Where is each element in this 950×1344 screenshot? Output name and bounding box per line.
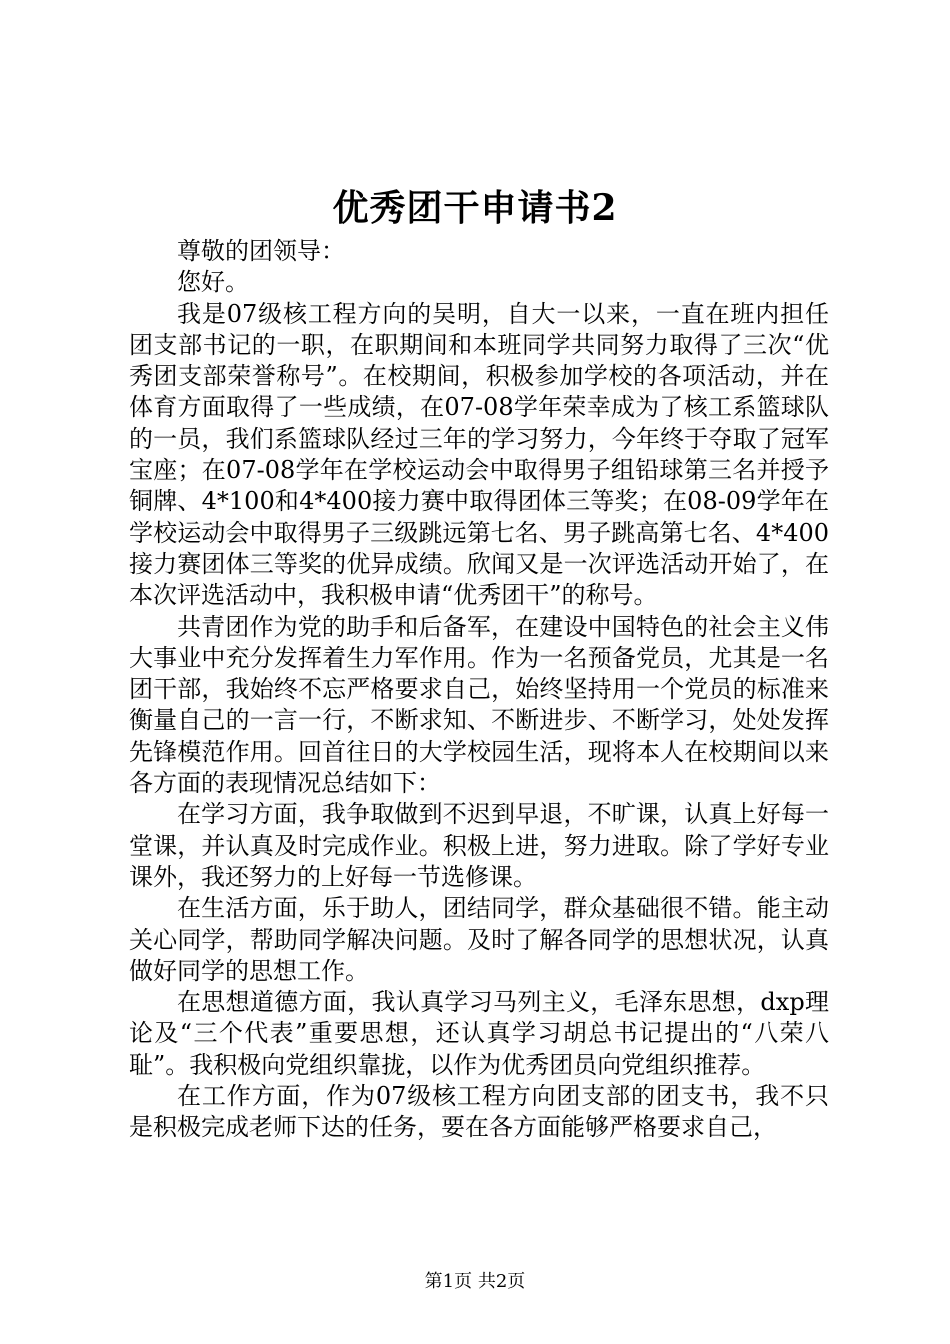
paragraph-work: 在工作方面，作为07级核工程方向团支部的团支书，我不只是积极完成老师下达的任务，要在各方面能够严格要求自己， — [129, 1082, 829, 1142]
paragraph-life: 在生活方面，乐于助人，团结同学，群众基础很不错。能主动关心同学，帮助同学解决问题。及时了解各同学的思想状况，认真做好同学的思想工作。 — [129, 894, 829, 985]
paragraph-ideology: 在思想道德方面，我认真学习马列主义，毛泽东思想，dxp理论及“三个代表”重要思想，还认真学习胡总书记提出的“八荣八耻”。我积极向党组织靠拢，以作为优秀团员向党组织推荐。 — [129, 988, 829, 1079]
salutation: 尊敬的团领导： — [177, 237, 345, 265]
document-body — [129, 236, 829, 1144]
paragraph-youth-league: 共青团作为党的助手和后备军，在建设中国特色的社会主义伟大事业中充分发挥着生力军作用。作为一名预备党员，尤其是一名团干部，我始终不忘严格要求自己，始终坚持用一个党员的标准来衡量自己的一言一行，不断求知、不断进步、不断学习，处处发挥先锋模范作用。回首往日的大学校园生活，现将本人在校期间以来各方面的表现情况总结如下： — [129, 612, 829, 798]
greeting: 您好。 — [177, 268, 249, 297]
paragraph-study: 在学习方面，我争取做到不迟到早退，不旷课，认真上好每一堂课，并认真及时完成作业。积极上进，努力进取。除了学好专业课外，我还努力的上好每一节选修课。 — [129, 800, 829, 891]
page-number-footer: 第1页 共2页 — [424, 1271, 526, 1292]
paragraph-introduction: 我是07级核工程方向的吴明，自大一以来，一直在班内担任团支部书记的一职，在职期间和本班同学共同努力取得了三次“优秀团支部荣誉称号”。在校期间，积极参加学校的各项活动，并在体育方面取得了一些成绩，在07-08学年荣幸成为了核工系篮球队的一员，我们系篮球队经过三年的学习努力，今年终于夺取了冠军宝座；在07-08学年在学校运动会中取得男子组铅球第三名并授予铜牌、4*100和4*400接力赛中取得团体三等奖；在08-09学年在学校运动会中取得男子三级跳远第七名、男子跳高第七名、4*400接力赛团体三等奖的优异成绩。欣闻又是一次评选活动开始了，在本次评选活动中，我积极申请“优秀团干”的称号。 — [129, 299, 829, 610]
document-title: 优秀团干申请书2 — [332, 187, 618, 229]
